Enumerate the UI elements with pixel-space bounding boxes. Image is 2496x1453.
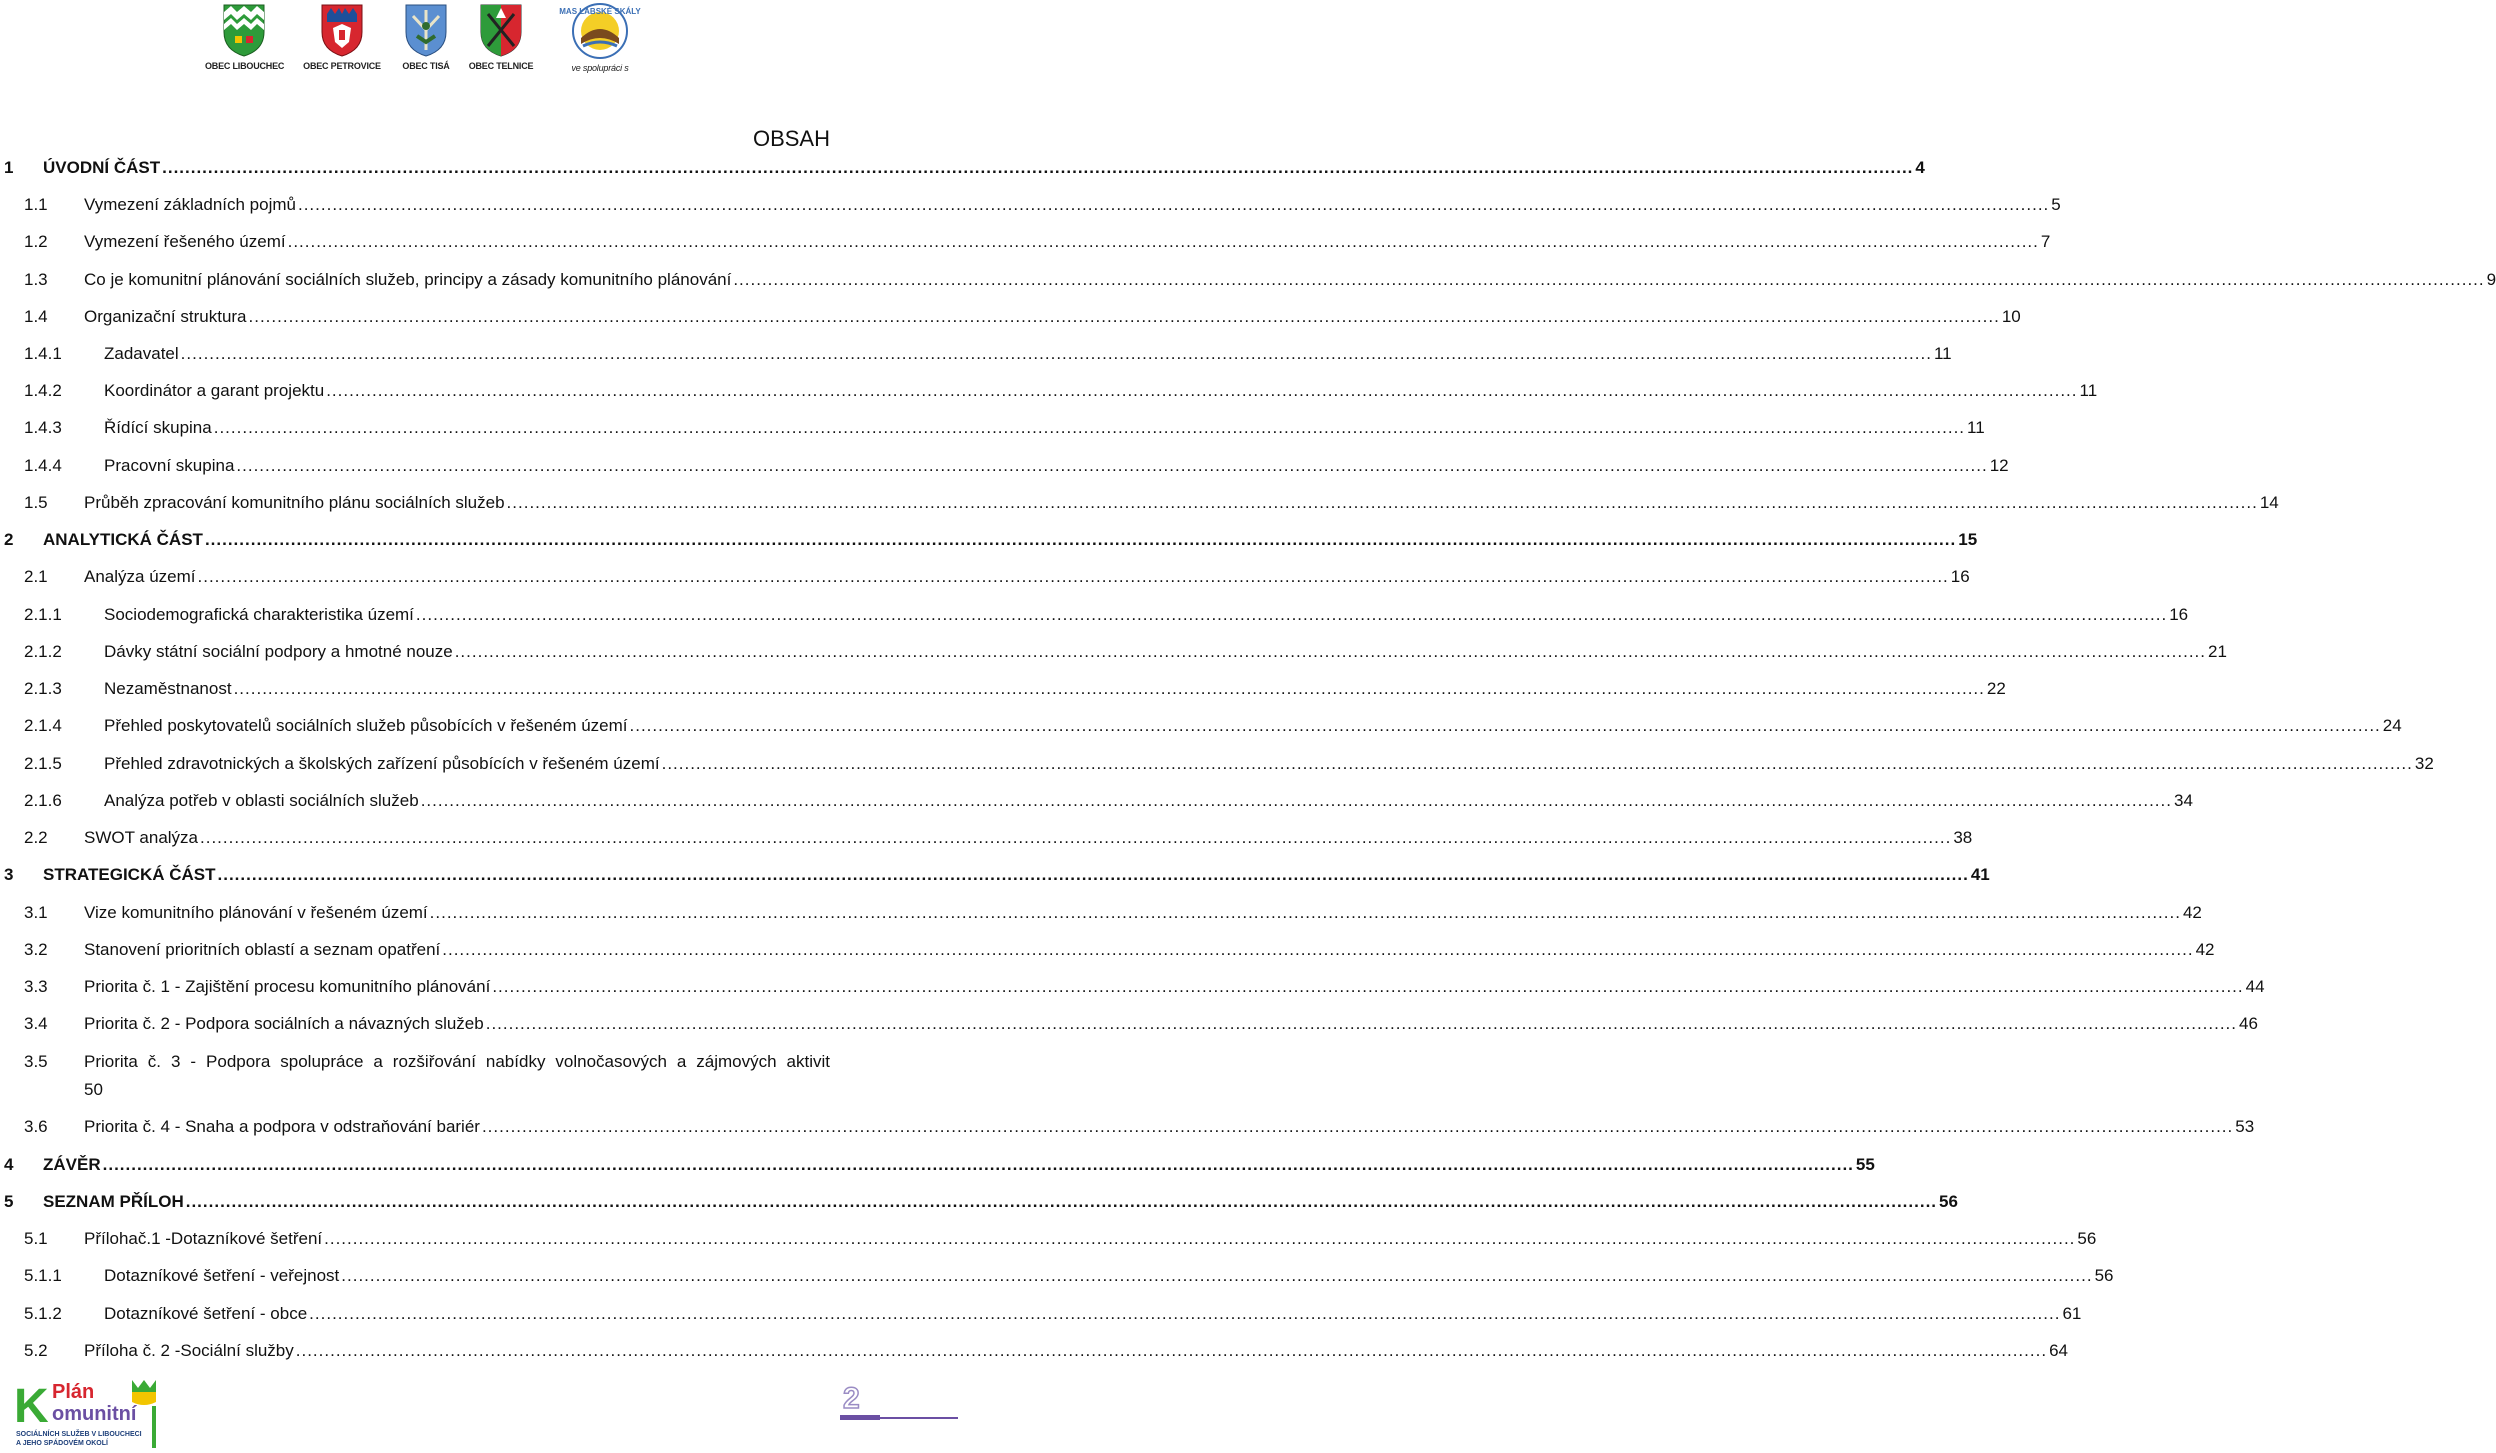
logo-mas-labske-skaly: [559, 2, 641, 73]
toc-entry-page: 11: [2079, 381, 2098, 400]
toc-entry[interactable]: [0, 378, 2098, 404]
komunitni-plan-logo: [14, 1378, 164, 1448]
toc-entry[interactable]: [0, 490, 2279, 516]
toc-entry-page: 16: [1950, 567, 1970, 586]
toc-entry-number: 5.1.1: [24, 1266, 62, 1285]
toc-entry-number: 2.1.1: [24, 605, 62, 624]
toc-leader-dots: [198, 564, 1949, 590]
toc-entry-page: 46: [2239, 1014, 2258, 1033]
toc-leader-dots: [507, 490, 2258, 516]
logo-letter-k: K: [14, 1380, 49, 1433]
logo-caption: OBEC LIBOUCHEC: [205, 61, 285, 71]
toc-leader-dots: [296, 1338, 2047, 1364]
toc-entry-number: 2.1.2: [24, 642, 62, 661]
toc-entry-title: Vize komunitního plánování v řešeném území: [84, 903, 428, 922]
toc-entry-page: 16: [2169, 605, 2189, 624]
toc-entry-page: 21: [2208, 642, 2227, 661]
toc-entry[interactable]: [0, 900, 2202, 926]
toc-entry-number: 1.4: [24, 307, 48, 326]
toc-entry-title: SWOT analýza: [84, 828, 199, 847]
libouchec-coat-of-arms-icon: [221, 2, 267, 58]
toc-entry-page: 64: [2049, 1341, 2068, 1360]
toc-entry[interactable]: [0, 304, 2021, 330]
toc-entry-number: 4: [4, 1155, 14, 1174]
page-number: 2: [843, 1382, 860, 1415]
toc-entry[interactable]: [0, 415, 1985, 441]
toc-leader-dots: [326, 378, 2077, 404]
toc-leader-dots: [341, 1263, 2092, 1289]
toc-entry-page: 32: [2414, 754, 2434, 773]
toc-entry[interactable]: [0, 825, 1973, 851]
logo-caption: OBEC TISÁ: [402, 61, 450, 71]
toc-entry-number: 1.4.4: [24, 456, 62, 475]
toc-title: OBSAH: [752, 126, 830, 151]
toc-entry-title: Příloha č. 2 -Sociální služby: [84, 1341, 294, 1360]
toc-entry-page: 41: [1970, 865, 1990, 884]
toc-entry-title: ZÁVĚR: [43, 1155, 101, 1174]
toc-entry-number: 2.1.4: [24, 716, 62, 735]
toc-entry-page: 14: [2259, 493, 2279, 512]
toc-entry-number: 2.1: [24, 567, 48, 586]
toc-entry-number: 1.5: [24, 493, 48, 512]
toc-entry-page: 56: [1939, 1192, 1958, 1211]
toc-leader-dots: [234, 676, 1985, 702]
toc-entry-title: Přílohač.1 -Dotazníkové šetření: [84, 1229, 323, 1248]
toc-entry-title: Pracovní skupina: [104, 456, 235, 475]
toc-leader-dots: [486, 1011, 2237, 1037]
toc-entry-page: 44: [2245, 977, 2265, 996]
toc-entry[interactable]: [0, 862, 1990, 888]
page-number-badge: [838, 1378, 958, 1428]
toc-entry-page: 42: [2182, 903, 2202, 922]
toc-entry-title: Nezaměstnanost: [104, 679, 232, 698]
toc-entry-title: Přehled poskytovatelů sociálních služeb působících v řešeném území: [104, 716, 628, 735]
toc-entry[interactable]: [0, 974, 2265, 1000]
toc-entry-title: Řídící skupina: [104, 418, 212, 437]
toc-entry-number: 1.1: [24, 195, 48, 214]
toc-entry-page: 50: [84, 1080, 103, 1099]
toc-entry[interactable]: [0, 1338, 2068, 1364]
toc-leader-dots: [103, 1152, 1854, 1178]
toc-entry[interactable]: [0, 1226, 2097, 1252]
toc-entry-title: Stanovení prioritních oblastí a seznam opatření: [84, 940, 441, 959]
toc-leader-dots: [186, 1189, 1937, 1215]
toc-entry-title: Priorita č. 3 - Podpora spolupráce a rozšiřování nabídky volnočasových a zájmových aktivit: [84, 1052, 830, 1071]
toc-leader-dots: [492, 974, 2243, 1000]
logo-caption: ve spolupráci s: [571, 63, 629, 73]
toc-entry[interactable]: [0, 639, 2227, 665]
toc-entry-number: 1.4.2: [24, 381, 62, 400]
toc-entry-number: 3.2: [24, 940, 48, 959]
toc-entry[interactable]: [0, 1301, 2082, 1327]
toc-leader-dots: [218, 862, 1969, 888]
toc-entry-title: Koordinátor a garant projektu: [104, 381, 325, 400]
toc-entry-number: 1: [4, 158, 14, 177]
toc-entry[interactable]: [0, 453, 2009, 479]
toc-entry[interactable]: [0, 1263, 2114, 1289]
toc-leader-dots: [205, 527, 1956, 553]
toc-entry-title: Priorita č. 2 - Podpora sociálních a návazných služeb: [84, 1014, 484, 1033]
toc-leader-dots: [298, 192, 2049, 218]
toc-leader-dots: [181, 341, 1932, 367]
toc-leader-dots: [288, 229, 2039, 255]
toc-leader-dots: [430, 900, 2181, 926]
toc-entry[interactable]: [0, 1114, 2255, 1140]
toc-entry-number: 1.4.1: [24, 344, 62, 363]
toc-entry-number: 3.1: [24, 903, 48, 922]
toc-entry-title: Sociodemografická charakteristika území: [104, 605, 414, 624]
toc-leader-dots: [662, 751, 2413, 777]
tisa-coat-of-arms-icon: [403, 2, 449, 58]
toc-entry-title: Dávky státní sociální podpory a hmotné nouze: [104, 642, 453, 661]
toc-entry-number: 2.1.3: [24, 679, 62, 698]
toc-entry-title: Přehled zdravotnických a školských zařízení působících v řešeném území: [104, 754, 660, 773]
logo-telnice: [466, 2, 536, 71]
toc-entry[interactable]: [0, 155, 1925, 181]
toc-entry[interactable]: [0, 267, 2496, 293]
toc-entry-page: 10: [2001, 307, 2021, 326]
toc-entry-title: ANALYTICKÁ ČÁST: [43, 530, 203, 549]
logo-word-komunitni: omunitní: [52, 1403, 137, 1425]
toc-entry[interactable]: [0, 751, 2434, 777]
toc-leader-dots: [200, 825, 1951, 851]
toc-entry-page: 12: [1989, 456, 2009, 475]
toc-entry-number: 1.4.3: [24, 418, 62, 437]
toc-entry-page: 38: [1953, 828, 1973, 847]
toc-entry-number: 3.4: [24, 1014, 48, 1033]
toc-entry-title: Organizační struktura: [84, 307, 247, 326]
toc-entry[interactable]: [0, 192, 2061, 218]
toc-entry[interactable]: [0, 1189, 1958, 1215]
toc-entry-page: 9: [2486, 270, 2496, 289]
toc-leader-dots: [309, 1301, 2060, 1327]
toc-entry-title: Vymezení základních pojmů: [84, 195, 296, 214]
toc-entry[interactable]: [0, 1049, 830, 1105]
toc-leader-dots: [442, 937, 2193, 963]
toc-entry-number: 5: [4, 1192, 14, 1211]
toc-entry-number: 5.1.2: [24, 1304, 62, 1323]
toc-leader-dots: [249, 304, 2000, 330]
logo-libouchec: [205, 2, 283, 71]
toc-entry-number: 5.1: [24, 1229, 48, 1248]
toc-entry-number: 1.3: [24, 270, 48, 289]
toc-entry-page: 7: [2040, 232, 2051, 251]
toc-entry[interactable]: [0, 676, 2006, 702]
toc-entry-page: 5: [2051, 195, 2061, 214]
toc-entry-title: ÚVODNÍ ČÁST: [43, 158, 161, 177]
toc-entry-number: 5.2: [24, 1341, 48, 1360]
toc-entry-page: 56: [2094, 1266, 2114, 1285]
toc-entry-page: 34: [2173, 791, 2193, 810]
logo-caption: OBEC TELNICE: [468, 61, 534, 71]
toc-leader-dots: [324, 1226, 2075, 1252]
toc-leader-dots: [214, 415, 1965, 441]
logo-petrovice: [302, 2, 382, 71]
toc-entry[interactable]: [0, 713, 2402, 739]
toc-entry-title: Analýza území: [84, 567, 196, 586]
toc-entry-page: 22: [1986, 679, 2006, 698]
telnice-coat-of-arms-icon: [478, 2, 524, 58]
toc-entry[interactable]: [0, 937, 2215, 963]
toc-entry[interactable]: [0, 1152, 1875, 1178]
toc-leader-dots: [482, 1114, 2233, 1140]
toc-leader-dots: [162, 155, 1913, 181]
toc-entry-page: 56: [2077, 1229, 2097, 1248]
toc-entry-title: Analýza potřeb v oblasti sociálních služeb: [104, 791, 419, 810]
page-number-graphic: [838, 1378, 958, 1428]
toc-leader-dots: [455, 639, 2206, 665]
toc-entry-title: Průběh zpracování komunitního plánu sociálních služeb: [84, 493, 505, 512]
toc-entry-title: SEZNAM PŘÍLOH: [43, 1192, 184, 1211]
toc-entry-title: Zadavatel: [104, 344, 179, 363]
toc-entry-page: 55: [1855, 1155, 1875, 1174]
toc-entry[interactable]: [0, 564, 1970, 590]
toc-entry-number: 3: [4, 865, 14, 884]
toc-entry[interactable]: [0, 602, 2189, 628]
logo-subtitle-line1: SOCIÁLNÍCH SLUŽEB V LIBOUCHECI: [16, 1431, 142, 1438]
toc-entry-number: 1.2: [24, 232, 48, 251]
toc-entry-number: 2: [4, 530, 14, 549]
toc-entry-title: Vymezení řešeného území: [84, 232, 286, 251]
toc-entry-page: 4: [1915, 158, 1925, 177]
toc-entry-number: 3.3: [24, 977, 48, 996]
toc-entry-number: 2.2: [24, 828, 48, 847]
toc-leader-dots: [236, 453, 1987, 479]
toc-entry[interactable]: [0, 1011, 2258, 1037]
petrovice-coat-of-arms-icon: [319, 2, 365, 58]
toc-entry-title: Dotazníkové šetření - obce: [104, 1304, 308, 1323]
toc-entry-title: STRATEGICKÁ ČÁST: [43, 865, 216, 884]
toc-entry-page: 15: [1958, 530, 1978, 549]
toc-entry-title: Dotazníkové šetření - veřejnost: [104, 1266, 340, 1285]
toc-leader-dots: [733, 267, 2484, 293]
toc-entry-number: 3.6: [24, 1117, 48, 1136]
toc-leader-dots: [416, 602, 2167, 628]
toc-entry[interactable]: [0, 229, 2051, 255]
toc-entry-page: 11: [1933, 344, 1952, 363]
mas-labske-skaly-logo-icon: [559, 2, 641, 60]
toc-entry-number: 2.1.6: [24, 791, 62, 810]
komunitni-plan-logo-icon: [14, 1378, 164, 1448]
toc-leader-dots: [630, 713, 2381, 739]
toc-entry-page: 53: [2235, 1117, 2255, 1136]
toc-leader-dots: [421, 788, 2172, 814]
toc-entry-page: 11: [1967, 418, 1985, 437]
toc-entry[interactable]: [0, 341, 1952, 367]
toc-entry-number: 3.5: [24, 1052, 48, 1071]
logo-word-plan: Plán: [52, 1381, 95, 1403]
toc-entry-title: Priorita č. 4 - Snaha a podpora v odstraňování bariér: [84, 1117, 480, 1136]
logo-subtitle-line2: A JEHO SPÁDOVÉM OKOLÍ: [16, 1440, 108, 1447]
logo-tisa: [398, 2, 454, 71]
toc-entry[interactable]: [0, 527, 1978, 553]
toc-entry-page: 42: [2195, 940, 2215, 959]
logo-caption: OBEC PETROVICE: [303, 61, 381, 71]
toc-entry[interactable]: [0, 788, 2193, 814]
mas-emblem-text: MAS LABSKÉ SKÁLY: [559, 7, 641, 16]
toc-entry-number: 2.1.5: [24, 754, 62, 773]
toc-entry-title: Co je komunitní plánování sociálních služeb, principy a zásady komunitního plánování: [84, 270, 732, 289]
header-logos: [0, 0, 960, 80]
toc-entry-page: 24: [2382, 716, 2402, 735]
toc-entry-title: Priorita č. 1 - Zajištění procesu komunitního plánování: [84, 977, 491, 996]
toc-entry-page: 61: [2062, 1304, 2082, 1323]
